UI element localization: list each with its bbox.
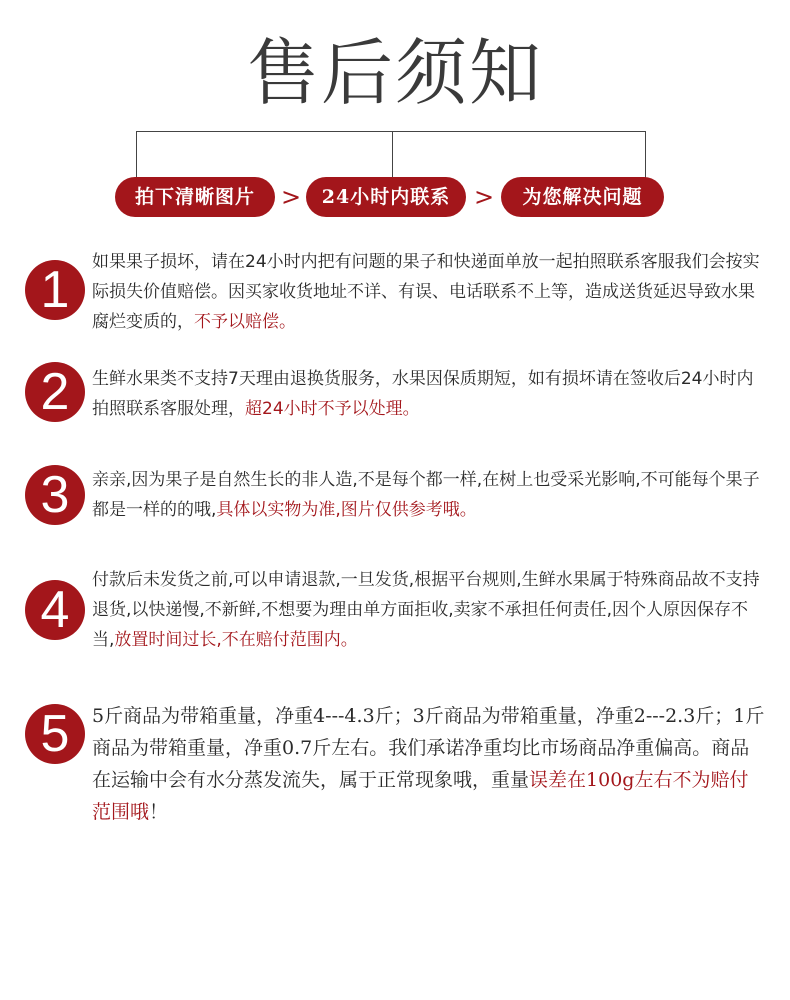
item-number-1: 1 [25,260,85,320]
arrow-icon: > [281,183,302,211]
item-highlight: 不予以赔偿。 [194,312,296,332]
item-text-2 [92,364,767,424]
item-number-4: 4 [25,580,85,640]
item-text-3 [92,465,767,525]
item-body: 5斤商品为带箱重量，净重4---4.3斤；3斤商品为带箱重量，净重2---2.3斤；1斤商品为带箱重量，净重0.7斤左右。我们承诺净重均比市场商品净重偏高。商品在运输中会有水分蒸发流失，属于正常现象哦，重量 [92,705,765,791]
item-number-2: 2 [25,362,85,422]
page-title: 售后须知 [246,31,543,115]
connector-line [645,131,646,178]
item-highlight: 放置时间过长,不在赔付范围内。 [114,630,358,650]
connector-line [136,131,137,178]
item-text-1 [92,247,767,337]
item-number-5: 5 [25,704,85,764]
item-text-4 [92,565,767,655]
item-body: 如果果子损坏，请在24小时内把有问题的果子和快递面单放一起拍照联系客服我们会按实际损失价值赔偿。因买家收货地址不详、有误、电话联系不上等，造成送货延迟导致水果腐烂变质的， [92,252,760,332]
item-highlight: 误差在100g左右不为赔付范围哦 [92,769,749,823]
item-tail: ！ [149,801,169,823]
item-body: 付款后未发货之前,可以申请退款,一旦发货,根据平台规则,生鲜水果属于特殊商品故不支持退货,以快递慢,不新鲜,不想要为理由单方面拒收,卖家不承担任何责任,因个人原因保存不当, [92,570,760,650]
step-contact-24h: 24小时内联系 [306,177,466,217]
item-body: 生鲜水果类不支持7天理由退换货服务，水果因保质期短，如有损坏请在签收后24小时内拍照联系客服处理， [92,369,754,419]
connector-line [392,131,393,178]
item-number-3: 3 [25,465,85,525]
item-body: 亲亲,因为果子是自然生长的非人造,不是每个都一样,在树上也受采光影响,不可能每个果子都是一样的的哦, [92,470,760,520]
item-highlight: 具体以实物为准,图片仅供参考哦。 [216,500,477,520]
item-text-5 [92,700,767,828]
step-resolve: 为您解决问题 [501,177,664,217]
arrow-icon: > [474,183,495,211]
connector-line [136,131,646,132]
step-take-photo: 拍下清晰图片 [115,177,275,217]
steps-connector [136,131,646,178]
item-highlight: 超24小时不予以处理。 [245,399,420,419]
